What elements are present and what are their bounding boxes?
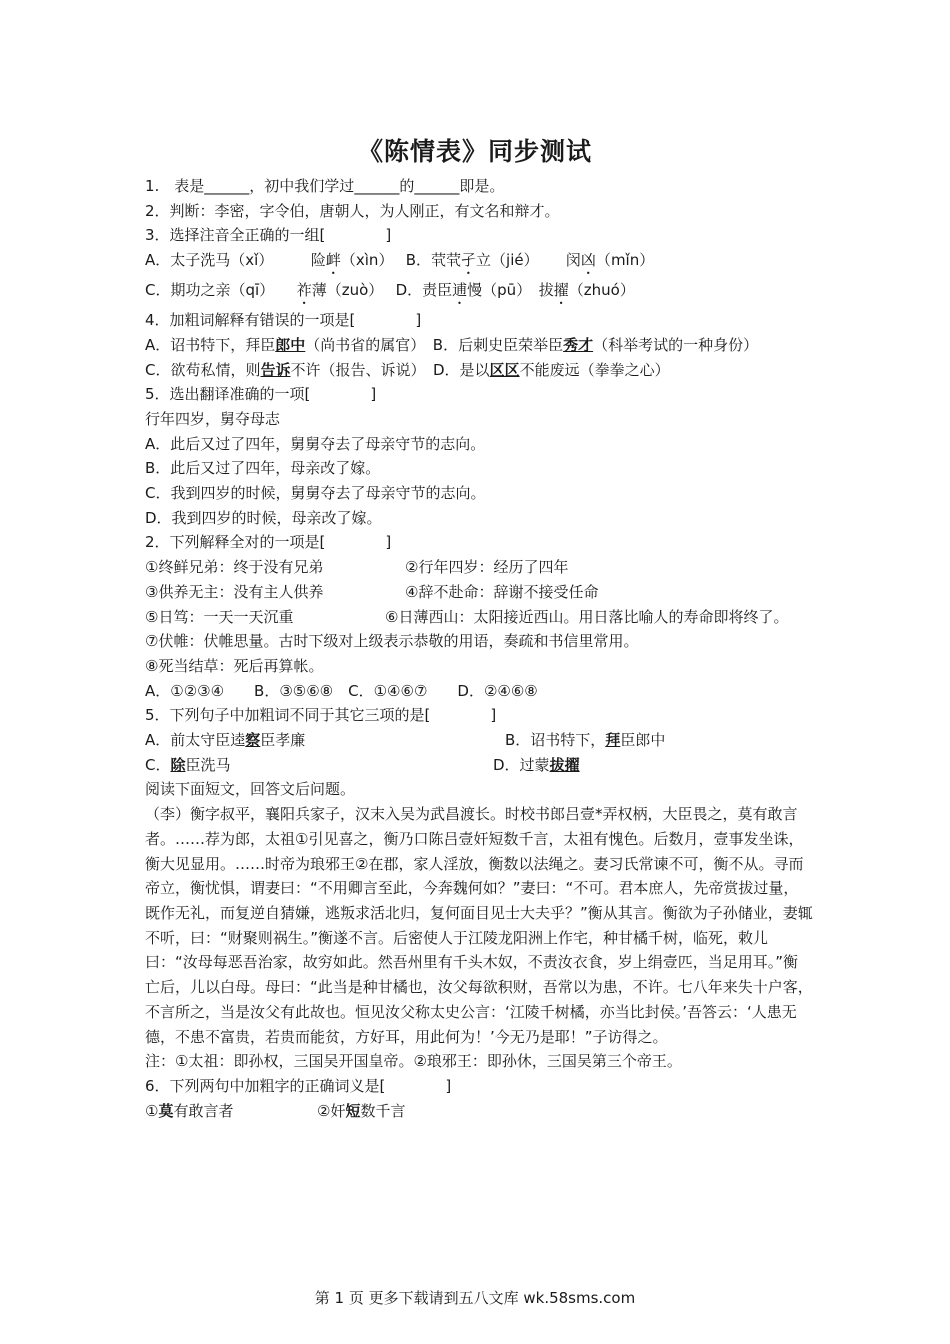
explanations-row-1 xyxy=(145,555,813,580)
explanation-8: ⑧死当结草：死后再算帐。 xyxy=(145,656,324,675)
reading-intro: 阅读下面短文，回答文后问题。 xyxy=(145,780,356,799)
question-3-options-cd: C．期功之亲（qī） 祚薄（zuò） D．责臣逋慢（pū） 拔擢（zhuó） xyxy=(145,281,635,300)
explanation-2: ②行年四岁：经历了四年 xyxy=(405,558,569,577)
explanations-row-2 xyxy=(145,580,813,605)
question-2: 2．判断：李密，字令伯，唐朝人，为人刚正，有文名和辩才。 xyxy=(145,201,560,220)
question-5-option-a: A．此后又过了四年，舅舅夺去了母亲守节的志向。 xyxy=(145,434,486,453)
question-5: 5．选出翻译准确的一项[ ] xyxy=(145,385,377,404)
question-5-option-b: B．此后又过了四年，母亲改了嫁。 xyxy=(145,459,381,478)
question-4-options-ab: A．诏书特下，拜臣郎中（尚书省的属官） B．后刺史臣荣举臣秀才（科举考试的一种身份） xyxy=(145,335,759,354)
explanation-5: ⑤日笃：一天一天沉重 xyxy=(145,607,294,626)
question-6-item-2: ②奸短数千言 xyxy=(317,1101,406,1120)
question-3: 3．选择注音全正确的一组[ ] xyxy=(145,226,392,245)
passage-note: 注：①太祖：即孙权，三国吴开国皇帝。②琅邪王：即孙休，三国吴第三个帝王。 xyxy=(145,1052,682,1071)
question-5b-options-ab xyxy=(145,728,813,753)
question-2b: 2．下列解释全对的一项是[ ] xyxy=(145,533,392,552)
question-5b-option-d: D．过蒙拔擢 xyxy=(493,755,580,774)
question-5b-option-b: B．诏书特下，拜臣郎中 xyxy=(505,731,666,750)
reading-passage: （李）衡字叔平，襄阳兵家子，汉末入吴为武昌渡长。时校书郎吕壹*弄权柄，大臣畏之，莫有敢言者。……荐为郎，太祖①引见喜之，衡乃口陈吕壹奸短数千言，太祖有愧色。后数月，壹事发坐诛，衡大见显用。……时帝为琅邪王②在郡，家人淫放，衡数以法绳之。妻习氏常谏不可，衡不从。寻而帝立，衡忧惧，谓妻曰：“不用卿言至此，今奔魏何如？”妻曰：“不可。君本庶人，先帝赏拔过量，既作无礼，而复逆自猜嫌，逃叛求活北归，复何面目见士大夫乎？”衡从其言。衡欲为子孙储业，妻辄不听，曰：“财聚则祸生。”衡遂不言。后密使人于江陵龙阳洲上作宅，种甘橘千树，临死，敕儿曰：“汝母每恶吾治家，故穷如此。然吾州里有千头木奴，不责汝衣食，岁上绢壹匹，当足用耳。”衡亡后，儿以白母。母曰：“此当是种甘橘也，汝父每欲积财，吾常以为患，不许。七八年来失十户客，不言所之，当是汝父有此故也。恒见汝父称太史公言：‘江陵千树橘，亦当比封侯。’吾答云：‘人患无德，不患不富贵，若贵而能贫，方好耳，用此何为！’今无乃是耶！”子访得之。 xyxy=(145,805,813,1046)
question-5b-option-c: C．除臣洗马 xyxy=(145,755,231,774)
question-5b: 5．下列句子中加粗词不同于其它三项的是[ ] xyxy=(145,706,497,725)
question-6-item-1: ①莫有敢言者 xyxy=(145,1101,234,1120)
question-5-option-d: D．我到四岁的时候，母亲改了嫁。 xyxy=(145,508,382,527)
question-6: 6．下列两句中加粗字的正确词义是[ ] xyxy=(145,1076,452,1095)
question-5-source: 行年四岁，舅夺母志 xyxy=(145,409,281,428)
explanation-7: ⑦伏帷：伏帷思量。古时下级对上级表示恭敬的用语，奏疏和书信里常用。 xyxy=(145,632,639,651)
question-5-option-c: C．我到四岁的时候，舅舅夺去了母亲守节的志向。 xyxy=(145,484,486,503)
page-title: 《陈情表》同步测试 xyxy=(357,137,592,166)
explanation-6: ⑥日薄西山：太阳接近西山。用日落比喻人的寿命即将终了。 xyxy=(385,607,789,626)
explanation-options: A．①②③④ B．③⑤⑥⑧ C．①④⑥⑦ D．②④⑥⑧ xyxy=(145,681,538,700)
question-3-options-ab: A．太子洗马（xǐ） 险衅（xìn） B．茕茕孑立（jié） 闵凶（mǐn） xyxy=(145,251,655,270)
question-4: 4．加粗词解释有错误的一项是[ ] xyxy=(145,311,422,330)
question-5b-options-cd xyxy=(145,753,813,778)
question-5b-option-a: A．前太守臣逵察臣孝廉 xyxy=(145,731,306,750)
page-footer: 第 1 页 更多下载请到五八文库 wk.58sms.com xyxy=(314,1289,636,1307)
document-body xyxy=(145,174,813,1123)
explanations-row-3 xyxy=(145,605,813,630)
question-6-items xyxy=(145,1099,813,1124)
explanation-3: ③供养无主：没有主人供养 xyxy=(145,582,324,601)
question-1: 1. 表是______，初中我们学过______的______即是。 xyxy=(145,177,505,195)
explanation-1: ①终鲜兄弟：终于没有兄弟 xyxy=(145,558,324,577)
explanation-4: ④辞不赴命：辞谢不接受任命 xyxy=(405,582,599,601)
question-4-options-cd: C．欲苟私情，则告诉不许（报告、诉说） D．是以区区不能废远（拳拳之心） xyxy=(145,360,670,379)
